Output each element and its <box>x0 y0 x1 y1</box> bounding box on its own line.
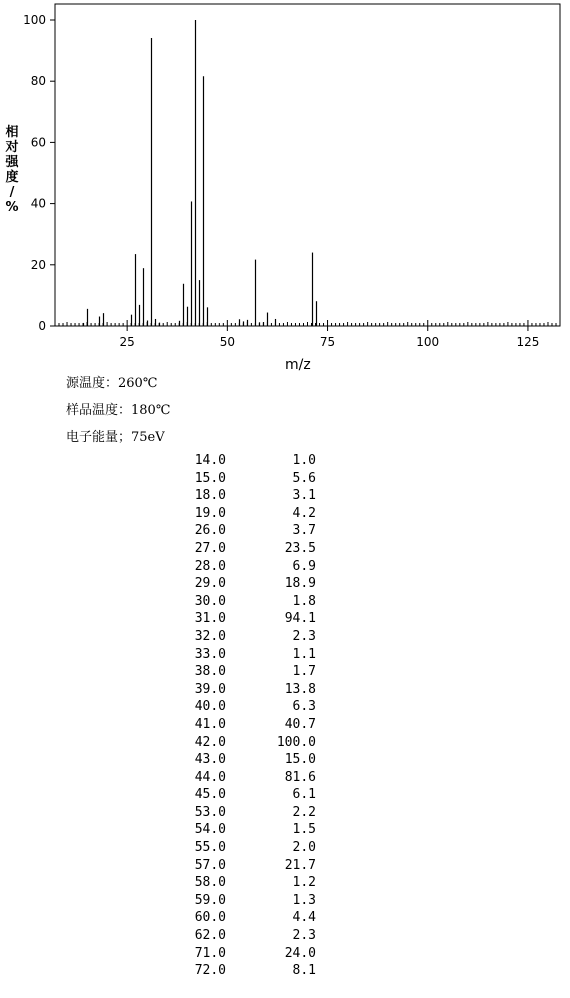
table-row <box>178 962 316 980</box>
mz-value: 42.0 <box>194 734 226 750</box>
x-tick-label: 75 <box>319 335 336 349</box>
abundance-value: 5.6 <box>292 470 316 486</box>
y-tick-label: 60 <box>30 135 46 150</box>
mz-value: 43.0 <box>194 752 226 768</box>
y-axis-label-char: 度 <box>5 170 19 185</box>
table-row <box>178 874 316 892</box>
mz-value: 38.0 <box>194 664 226 680</box>
mz-value: 54.0 <box>194 822 226 838</box>
table-row <box>178 786 316 804</box>
table-row <box>178 734 316 752</box>
abundance-value: 100.0 <box>276 734 316 750</box>
mz-value: 39.0 <box>194 681 226 697</box>
abundance-value: 2.3 <box>292 928 316 944</box>
abundance-value: 6.9 <box>292 558 316 574</box>
mz-value: 71.0 <box>194 945 226 961</box>
table-row <box>178 487 316 505</box>
table-row <box>178 751 316 769</box>
electron-energy: 电子能量；75eV <box>66 430 165 445</box>
table-row <box>178 540 316 558</box>
y-axis-label-char: 强 <box>5 155 19 170</box>
mz-value: 26.0 <box>194 523 226 539</box>
mz-value: 62.0 <box>194 928 226 944</box>
table-row <box>178 857 316 875</box>
mz-value: 40.0 <box>194 699 226 715</box>
table-row <box>178 522 316 540</box>
abundance-value: 4.2 <box>292 505 316 521</box>
y-axis-label <box>3 125 21 215</box>
mz-value: 72.0 <box>194 963 226 979</box>
mz-value: 44.0 <box>194 769 226 785</box>
mz-value: 55.0 <box>194 840 226 856</box>
x-tick-label: 50 <box>219 335 235 349</box>
abundance-value: 1.8 <box>292 593 316 609</box>
table-row <box>178 593 316 611</box>
x-tick-label: 125 <box>516 335 540 349</box>
y-axis-label-char: 对 <box>5 140 19 155</box>
table-row <box>178 575 316 593</box>
abundance-value: 2.3 <box>292 628 316 644</box>
mz-value: 57.0 <box>194 857 226 873</box>
table-row <box>178 505 316 523</box>
spectrum-bars <box>84 20 317 326</box>
abundance-value: 1.7 <box>292 664 316 680</box>
table-row <box>178 927 316 945</box>
table-row <box>178 839 316 857</box>
mz-value: 31.0 <box>194 611 226 627</box>
abundance-value: 1.0 <box>292 453 316 468</box>
x-tick-label: 25 <box>119 335 135 349</box>
mz-value: 60.0 <box>194 910 226 926</box>
x-axis-ticks <box>120 326 540 349</box>
table-row <box>178 892 316 910</box>
y-tick-label: 80 <box>30 74 46 89</box>
abundance-value: 23.5 <box>284 540 316 556</box>
y-tick-label: 100 <box>23 13 46 27</box>
x-tick-label: 100 <box>416 335 440 349</box>
mz-value: 32.0 <box>194 628 226 644</box>
table-row <box>178 769 316 787</box>
source-temperature: 源温度：260℃ <box>66 376 158 391</box>
mz-value: 18.0 <box>194 488 226 504</box>
abundance-value: 18.9 <box>284 576 316 592</box>
abundance-value: 2.0 <box>292 840 316 856</box>
abundance-value: 1.5 <box>292 822 316 838</box>
table-row <box>178 698 316 716</box>
table-row <box>178 681 316 699</box>
mz-value: 19.0 <box>194 505 226 521</box>
table-row <box>178 909 316 927</box>
abundance-value: 13.8 <box>284 681 316 697</box>
peak-list-table <box>178 452 316 980</box>
abundance-value: 40.7 <box>284 716 316 732</box>
abundance-value: 3.1 <box>292 488 316 504</box>
table-row <box>178 821 316 839</box>
mz-value: 53.0 <box>194 804 226 820</box>
abundance-value: 6.1 <box>292 787 316 803</box>
abundance-value: 1.1 <box>292 646 316 662</box>
x-axis-label: m/z <box>285 357 311 373</box>
mass-spectrum-chart <box>0 0 570 370</box>
abundance-value: 21.7 <box>284 857 316 873</box>
table-row <box>178 646 316 664</box>
mz-value: 28.0 <box>194 558 226 574</box>
mz-value: 45.0 <box>194 787 226 803</box>
abundance-value: 1.2 <box>292 875 316 891</box>
mz-value: 58.0 <box>194 875 226 891</box>
table-row <box>178 663 316 681</box>
mz-value: 27.0 <box>194 540 226 556</box>
abundance-value: 1.3 <box>292 892 316 908</box>
table-row <box>178 610 316 628</box>
table-row <box>178 558 316 576</box>
table-row <box>178 470 316 488</box>
mz-value: 29.0 <box>194 576 226 592</box>
abundance-value: 4.4 <box>292 910 316 926</box>
abundance-value: 24.0 <box>284 945 316 961</box>
y-tick-label: 0 <box>38 319 46 333</box>
abundance-value: 81.6 <box>284 769 316 785</box>
abundance-value: 2.2 <box>292 804 316 820</box>
abundance-value: 15.0 <box>284 752 316 768</box>
x-minor-ticks <box>55 320 560 326</box>
mz-value: 33.0 <box>194 646 226 662</box>
plot-frame <box>55 4 560 326</box>
y-axis-ticks <box>23 13 55 333</box>
y-axis-label-char: 相 <box>5 125 19 140</box>
mz-value: 41.0 <box>194 716 226 732</box>
abundance-value: 6.3 <box>292 699 316 715</box>
mz-value: 15.0 <box>194 470 226 486</box>
table-row <box>178 804 316 822</box>
y-axis-label-char: / <box>9 185 15 200</box>
table-row <box>178 716 316 734</box>
abundance-value: 8.1 <box>292 963 316 979</box>
abundance-value: 3.7 <box>292 523 316 539</box>
mz-value: 59.0 <box>194 892 226 908</box>
table-row <box>178 628 316 646</box>
mz-value: 30.0 <box>194 593 226 609</box>
sample-temperature: 样品温度：180℃ <box>66 403 171 418</box>
y-axis-label-char: % <box>5 200 19 215</box>
table-row <box>178 945 316 963</box>
y-tick-label: 40 <box>30 196 46 211</box>
table-row <box>178 452 316 470</box>
mz-value: 14.0 <box>194 453 226 468</box>
abundance-value: 94.1 <box>284 611 316 627</box>
y-tick-label: 20 <box>30 257 46 272</box>
